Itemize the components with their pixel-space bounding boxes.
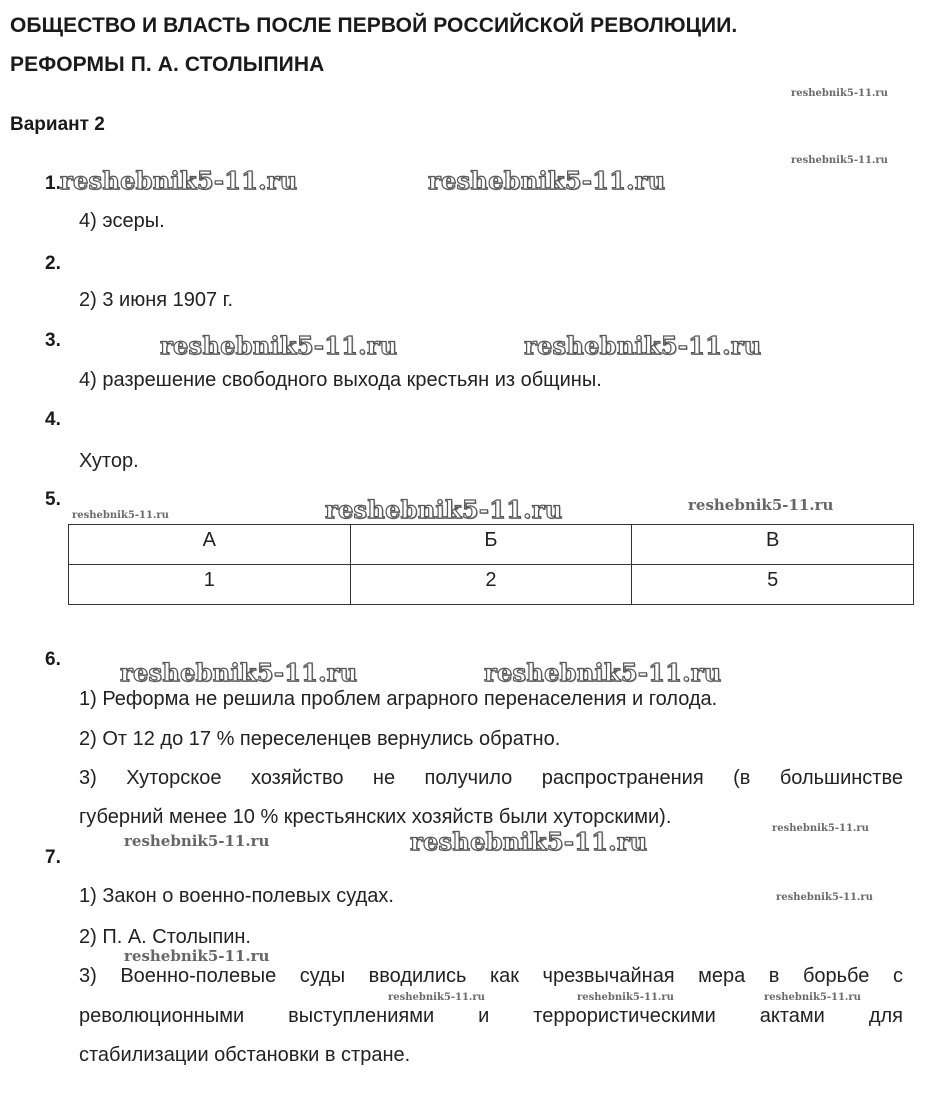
question-5-number: 5. — [45, 489, 61, 510]
word: суды — [299, 965, 346, 987]
question-6-answer-3-line-2: губерний менее 10 % крестьянских хозяйств были хуторскими). — [79, 806, 672, 828]
word: вводились — [368, 965, 467, 987]
word: Хуторское — [126, 767, 222, 789]
watermark: reshebnik5-11.ru — [791, 155, 888, 166]
watermark: reshebnik5-11.ru — [577, 992, 674, 1003]
word: для — [868, 1005, 903, 1027]
question-7-answer-1: 1) Закон о военно-полевых судах. — [79, 885, 394, 907]
word: мера — [698, 965, 746, 987]
word: в — [768, 965, 780, 987]
watermark: reshebnik5-11.ru — [764, 992, 861, 1003]
question-7-number: 7. — [45, 847, 61, 868]
question-2-number: 2. — [45, 253, 61, 274]
table-cell: 1 — [69, 565, 351, 605]
question-6-answer-2: 2) От 12 до 17 % переселенцев вернулись обратно. — [79, 728, 561, 750]
word: и — [478, 1005, 490, 1027]
watermark: reshebnik5-11.ru — [60, 166, 298, 195]
word: чрезвычайная — [542, 965, 675, 987]
question-7-answer-3-line-3: стабилизации обстановки в стране. — [79, 1044, 411, 1066]
word: получило — [424, 767, 513, 789]
watermark: reshebnik5-11.ru — [772, 823, 869, 834]
word: большинстве — [779, 767, 903, 789]
word: Военно-полевые — [120, 965, 277, 987]
watermark: reshebnik5-11.ru — [776, 892, 873, 903]
question-3-answer: 4) разрешение свободного выхода крестьян из общины. — [79, 369, 602, 391]
table-header-cell: В — [632, 525, 914, 565]
word: актами — [759, 1005, 825, 1027]
question-2-answer: 2) 3 июня 1907 г. — [79, 289, 234, 311]
watermark: reshebnik5-11.ru — [484, 658, 722, 687]
watermark: reshebnik5-11.ru — [388, 992, 485, 1003]
table-cell: 5 — [632, 565, 914, 605]
watermark: reshebnik5-11.ru — [325, 495, 563, 524]
word: с — [892, 965, 903, 987]
word: борьбе — [802, 965, 870, 987]
question-7-answer-3-line-1 — [79, 965, 903, 988]
watermark: reshebnik5-11.ru — [791, 88, 888, 99]
answer-table — [68, 524, 914, 605]
word: хозяйство — [250, 767, 344, 789]
watermark: reshebnik5-11.ru — [124, 832, 270, 850]
question-1-answer: 4) эсеры. — [79, 210, 165, 232]
watermark: reshebnik5-11.ru — [120, 658, 358, 687]
watermark: reshebnik5-11.ru — [428, 166, 666, 195]
table-header-row — [69, 525, 914, 565]
watermark: reshebnik5-11.ru — [72, 510, 169, 521]
question-4-answer: Хутор. — [79, 450, 139, 472]
question-7-answer-2: 2) П. А. Столыпин. — [79, 926, 251, 948]
word: революционными — [79, 1005, 245, 1027]
page-title-line-1: ОБЩЕСТВО И ВЛАСТЬ ПОСЛЕ ПЕРВОЙ РОССИЙСКОЙ РЕВОЛЮЦИИ. — [10, 14, 738, 37]
table-header-cell: Б — [350, 525, 632, 565]
table-cell: 2 — [350, 565, 632, 605]
watermark: reshebnik5-11.ru — [410, 827, 648, 856]
watermark: reshebnik5-11.ru — [688, 496, 834, 514]
word: распространения — [541, 767, 704, 789]
question-4-number: 4. — [45, 409, 61, 430]
question-6-answer-3-line-1 — [79, 767, 903, 790]
watermark: reshebnik5-11.ru — [524, 331, 762, 360]
word: 3) — [79, 767, 97, 789]
question-6-answer-1: 1) Реформа не решила проблем аграрного перенаселения и голода. — [79, 688, 718, 710]
variant-label: Вариант 2 — [10, 114, 105, 135]
question-6-number: 6. — [45, 649, 61, 670]
word: террористическими — [533, 1005, 716, 1027]
table-header-cell: А — [69, 525, 351, 565]
page-title-line-2: РЕФОРМЫ П. А. СТОЛЫПИНА — [10, 53, 325, 76]
watermark: reshebnik5-11.ru — [160, 331, 398, 360]
word: выступлениями — [288, 1005, 435, 1027]
question-7-answer-3-line-2 — [79, 1005, 903, 1028]
word: не — [372, 767, 396, 789]
watermark: reshebnik5-11.ru — [124, 947, 270, 965]
word: (в — [733, 767, 751, 789]
question-3-number: 3. — [45, 330, 61, 351]
table-row — [69, 565, 914, 605]
word: как — [489, 965, 520, 987]
word: 3) — [79, 965, 97, 987]
question-1-number: 1. — [45, 173, 61, 194]
